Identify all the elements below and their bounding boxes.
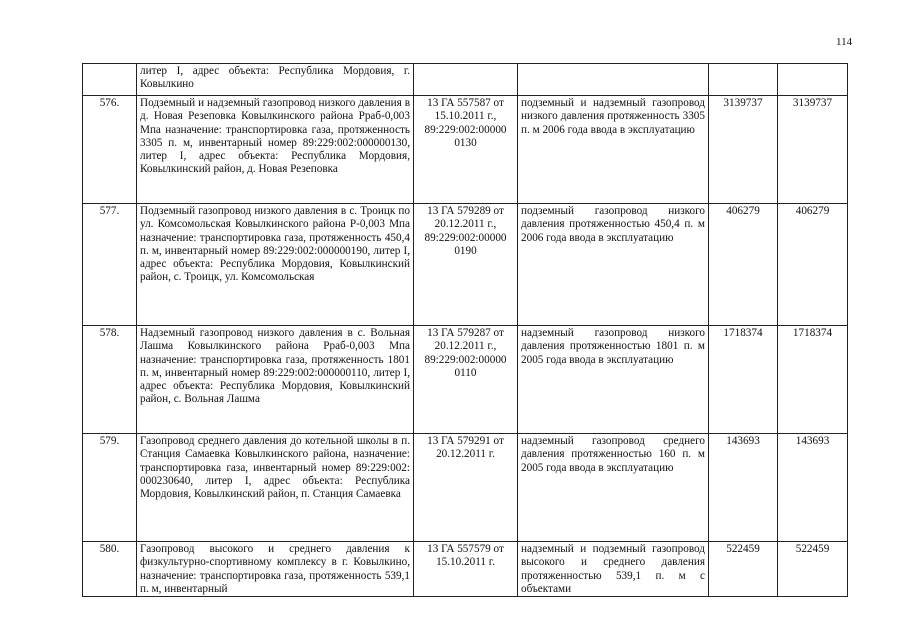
object-name-cell: Газопровод среднего давления до котельной школы в п. Станция Самаевка Ковылкинского района, назначение: транспортировка газа, инвентарный номер 89:229:002: 000230640, литер I, адрес объекта: Республика Мордовия, Ковылкинский район, п. Станция Самаевка xyxy=(137,434,414,542)
row-number-cell: 580. xyxy=(83,542,137,597)
residual-value-cell: 522459 xyxy=(778,542,848,597)
description-cell xyxy=(518,64,709,96)
description-cell: подземный и надземный газопровод низкого давления протяженность 3305 п. м 2006 года ввода в эксплуатацию xyxy=(518,96,709,204)
table-row xyxy=(83,542,848,597)
certificate-cell: 13 ГА 579287 от 20.12.2011 г., 89:229:002:00000 0110 xyxy=(414,326,518,434)
row-number-cell: 577. xyxy=(83,204,137,326)
object-name-cell: Надземный газопровод низкого давления в с. Вольная Лашма Ковылкинского района Рраб-0,003 Мпа назначение: транспортировка газа, протяженность 1801 п. м, инвентарный номер 89:229:002:000000110, литер I, адрес объекта: Республика Мордовия, Ковылкинский район, с. Вольная Лашма xyxy=(137,326,414,434)
residual-value-cell: 143693 xyxy=(778,434,848,542)
certificate-cell: 13 ГА 557587 от 15.10.2011 г., 89:229:002:00000 0130 xyxy=(414,96,518,204)
book-value-cell: 1718374 xyxy=(709,326,778,434)
certificate-cell xyxy=(414,64,518,96)
object-name-cell: Газопровод высокого и среднего давления к физкультурно-спортивному комплексу в г. Ковылкино, назначение: транспортировка газа, протяженность 539,1 п. м, инвентарный xyxy=(137,542,414,597)
book-value-cell xyxy=(709,64,778,96)
table-row xyxy=(83,64,848,96)
table-row xyxy=(83,326,848,434)
object-name-cell: Подземный газопровод низкого давления в с. Троицк по ул. Комсомольская Ковылкинского района Р-0,003 Мпа назначение: транспортировка газа, протяженность 450,4 п. м, инвентарный номер 89:229:002:000000190, литер I, адрес объекта: Республика Мордовия, Ковылкинский район, с. Троицк, ул. Комсомольская xyxy=(137,204,414,326)
book-value-cell: 522459 xyxy=(709,542,778,597)
object-name-cell: Подземный и надземный газопровод низкого давления в д. Новая Резеповка Ковылкинского района Рраб-0,003 Мпа назначение: транспортировка газа, протяженность 3305 п. м, инвентарный номер 89:229:002:000000130, литер I, адрес объекта: Республика Мордовия, Ковылкинский район, д. Новая Резеповка xyxy=(137,96,414,204)
object-name-cell: литер I, адрес объекта: Республика Мордовия, г. Ковылкино xyxy=(137,64,414,96)
description-cell: подземный газопровод низкого давления протяженностью 450,4 п. м 2006 года ввода в эксплуатацию xyxy=(518,204,709,326)
page-number: 114 xyxy=(836,36,853,48)
book-value-cell: 143693 xyxy=(709,434,778,542)
description-cell: надземный и подземный газопровод высокого и среднего давления протяженностью 539,1 п. м с объектами xyxy=(518,542,709,597)
table-row xyxy=(83,434,848,542)
row-number-cell: 576. xyxy=(83,96,137,204)
residual-value-cell: 1718374 xyxy=(778,326,848,434)
row-number-cell xyxy=(83,64,137,96)
description-cell: надземный газопровод низкого давления протяженностью 1801 п. м 2005 года ввода в эксплуатацию xyxy=(518,326,709,434)
table-row xyxy=(83,96,848,204)
residual-value-cell xyxy=(778,64,848,96)
residual-value-cell: 406279 xyxy=(778,204,848,326)
row-number-cell: 578. xyxy=(83,326,137,434)
description-cell: надземный газопровод среднего давления протяженностью 160 п. м 2005 года ввода в эксплуатацию xyxy=(518,434,709,542)
certificate-cell: 13 ГА 557579 от 15.10.2011 г. xyxy=(414,542,518,597)
book-value-cell: 3139737 xyxy=(709,96,778,204)
property-registry-table xyxy=(82,63,848,597)
certificate-cell: 13 ГА 579289 от 20.12.2011 г., 89:229:002:00000 0190 xyxy=(414,204,518,326)
certificate-cell: 13 ГА 579291 от 20.12.2011 г. xyxy=(414,434,518,542)
table-row xyxy=(83,204,848,326)
book-value-cell: 406279 xyxy=(709,204,778,326)
row-number-cell: 579. xyxy=(83,434,137,542)
residual-value-cell: 3139737 xyxy=(778,96,848,204)
